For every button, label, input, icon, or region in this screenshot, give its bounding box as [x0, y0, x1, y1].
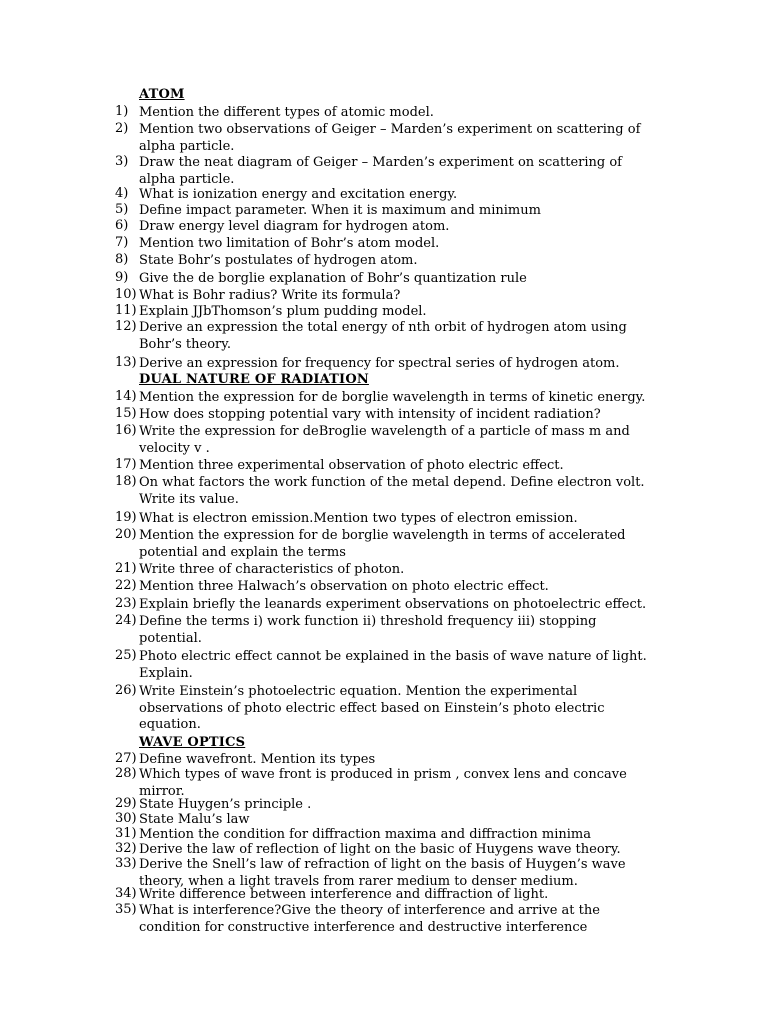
- question-number: 26): [115, 683, 137, 698]
- question-text: Draw energy level diagram for hydrogen atom.: [139, 219, 450, 234]
- question-number: 18): [115, 474, 137, 489]
- question-text: Give the de borglie explanation of Bohr’s quantization rule: [139, 271, 527, 286]
- question-number: 33): [115, 856, 137, 871]
- question-number: 23): [115, 596, 137, 611]
- question-number: 29): [115, 796, 137, 811]
- question-number: 6): [115, 218, 129, 233]
- question-text: Derive the law of reflection of light on the basic of Huygens wave theory.: [139, 842, 621, 857]
- question-text: Mention two observations of Geiger – Marden’s experiment on scattering of alpha particle.: [139, 122, 641, 154]
- question-text: Mention the different types of atomic model.: [139, 105, 434, 120]
- question-number: 17): [115, 457, 137, 472]
- question-number: 22): [115, 578, 137, 593]
- question-number: 2): [115, 121, 129, 136]
- question-number: 27): [115, 751, 137, 766]
- question-number: 16): [115, 423, 137, 438]
- question-text: Mention the expression for de borglie wavelength in terms of accelerated potential and explain the terms: [139, 528, 626, 560]
- question-text: Write Einstein’s photoelectric equation. Mention the experimental observations of photo electric effect based on Einstein’s photo electric equation.: [139, 684, 605, 732]
- question-text: Mention the expression for de borglie wavelength in terms of kinetic energy.: [139, 390, 646, 405]
- question-text: State Malu’s law: [139, 812, 250, 827]
- question-text: Derive an expression the total energy of nth orbit of hydrogen atom using Bohr’s theory.: [139, 320, 627, 352]
- question-text: Mention three experimental observation of photo electric effect.: [139, 458, 564, 473]
- question-number: 21): [115, 561, 137, 576]
- question-text: Mention three Halwach’s observation on photo electric effect.: [139, 579, 549, 594]
- question-text: Write difference between interference and diffraction of light.: [139, 887, 549, 902]
- question-text: Write three of characteristics of photon.: [139, 562, 405, 577]
- question-text: State Bohr’s postulates of hydrogen atom.: [139, 253, 418, 268]
- question-text: State Huygen’s principle .: [139, 797, 312, 812]
- question-text: What is ionization energy and excitation energy.: [139, 187, 458, 202]
- section-heading-dual-nature: DUAL NATURE OF RADIATION: [139, 372, 369, 387]
- question-number: 11): [115, 303, 137, 318]
- question-number: 14): [115, 389, 137, 404]
- question-text: Mention the condition for diffraction maxima and diffraction minima: [139, 827, 591, 842]
- question-text: Mention two limitation of Bohr’s atom model.: [139, 236, 440, 251]
- question-number: 4): [115, 186, 129, 201]
- question-text: Write the expression for deBroglie wavelength of a particle of mass m and velocity v .: [139, 424, 630, 456]
- question-number: 13): [115, 355, 137, 370]
- question-number: 5): [115, 202, 129, 217]
- question-text: Explain briefly the leanards experiment observations on photoelectric effect.: [139, 597, 647, 612]
- question-number: 31): [115, 826, 137, 841]
- question-text: Which types of wave front is produced in prism , convex lens and concave mirror.: [139, 767, 627, 799]
- question-number: 19): [115, 510, 137, 525]
- question-text: How does stopping potential vary with intensity of incident radiation?: [139, 407, 601, 422]
- question-number: 7): [115, 235, 129, 250]
- question-text: Derive the Snell’s law of refraction of light on the basis of Huygen’s wave theory, when a light travels from rarer medium to denser medium.: [139, 857, 626, 889]
- section-heading-atom: ATOM: [139, 87, 185, 102]
- question-number: 20): [115, 527, 137, 542]
- question-text: What is interference?Give the theory of interference and arrive at the condition for constructive interference and destructive interference: [139, 903, 600, 935]
- question-number: 35): [115, 902, 137, 917]
- question-number: 9): [115, 270, 129, 285]
- question-number: 28): [115, 766, 137, 781]
- question-text: Photo electric effect cannot be explained in the basis of wave nature of light. Explain.: [139, 649, 647, 681]
- question-text: Derive an expression for frequency for spectral series of hydrogen atom.: [139, 356, 620, 371]
- question-text: Define the terms i) work function ii) threshold frequency iii) stopping potential.: [139, 614, 597, 646]
- section-heading-wave-optics: WAVE OPTICS: [139, 735, 246, 750]
- question-text: Explain JJbThomson’s plum pudding model.: [139, 304, 427, 319]
- question-text: Define wavefront. Mention its types: [139, 752, 376, 767]
- question-text: What is electron emission.Mention two types of electron emission.: [139, 511, 578, 526]
- question-number: 34): [115, 886, 137, 901]
- question-number: 12): [115, 319, 137, 334]
- question-number: 15): [115, 406, 137, 421]
- question-number: 30): [115, 811, 137, 826]
- question-number: 24): [115, 613, 137, 628]
- question-number: 32): [115, 841, 137, 856]
- question-number: 3): [115, 154, 129, 169]
- question-number: 1): [115, 104, 129, 119]
- question-number: 25): [115, 648, 137, 663]
- question-text: Draw the neat diagram of Geiger – Marden’s experiment on scattering of alpha particle.: [139, 155, 622, 187]
- question-number: 10): [115, 287, 137, 302]
- question-number: 8): [115, 252, 129, 267]
- question-text: On what factors the work function of the metal depend. Define electron volt. Write its value.: [139, 475, 645, 507]
- question-text: Define impact parameter. When it is maximum and minimum: [139, 203, 541, 218]
- question-text: What is Bohr radius? Write its formula?: [139, 288, 401, 303]
